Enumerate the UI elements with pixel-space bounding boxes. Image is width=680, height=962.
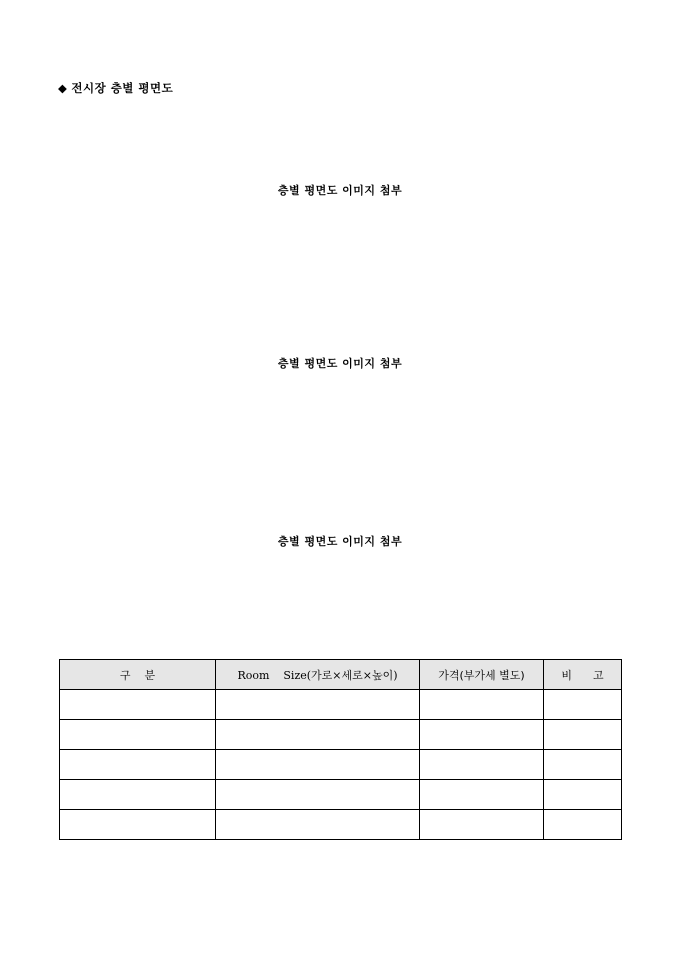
floor-plan-placeholder-3: 층별 평면도 이미지 첨부 (277, 535, 403, 548)
diamond-bullet-icon: ◆ (58, 81, 68, 95)
table-cell[interactable] (544, 690, 622, 720)
section-title-text: 전시장 층별 평면도 (71, 81, 174, 95)
table-row (60, 750, 622, 780)
table-cell[interactable] (420, 750, 544, 780)
table-cell[interactable] (544, 810, 622, 840)
table-cell[interactable] (60, 810, 216, 840)
table-cell[interactable] (544, 750, 622, 780)
section-title (58, 80, 173, 96)
table-cell[interactable] (60, 780, 216, 810)
header-category: 구 분 (60, 660, 216, 690)
table-cell[interactable] (420, 810, 544, 840)
header-price: 가격(부가세 별도) (420, 660, 544, 690)
floor-plan-placeholder-2: 층별 평면도 이미지 첨부 (277, 357, 403, 370)
table-cell[interactable] (60, 720, 216, 750)
table-cell[interactable] (420, 720, 544, 750)
room-spec-table (59, 659, 622, 840)
table-row (60, 780, 622, 810)
table-cell[interactable] (60, 750, 216, 780)
table-row (60, 720, 622, 750)
table-cell[interactable] (216, 810, 420, 840)
header-remarks: 비 고 (544, 660, 622, 690)
table-cell[interactable] (544, 780, 622, 810)
table-row (60, 810, 622, 840)
table-cell[interactable] (216, 750, 420, 780)
table-cell[interactable] (216, 690, 420, 720)
table-cell[interactable] (60, 690, 216, 720)
table-cell[interactable] (544, 720, 622, 750)
table-cell[interactable] (420, 690, 544, 720)
table-cell[interactable] (216, 780, 420, 810)
table-cell[interactable] (216, 720, 420, 750)
table-cell[interactable] (420, 780, 544, 810)
table-row (60, 690, 622, 720)
table-header-row (60, 660, 622, 690)
header-room-size: Room Size(가로×세로×높이) (216, 660, 420, 690)
floor-plan-placeholder-1: 층별 평면도 이미지 첨부 (277, 184, 403, 197)
